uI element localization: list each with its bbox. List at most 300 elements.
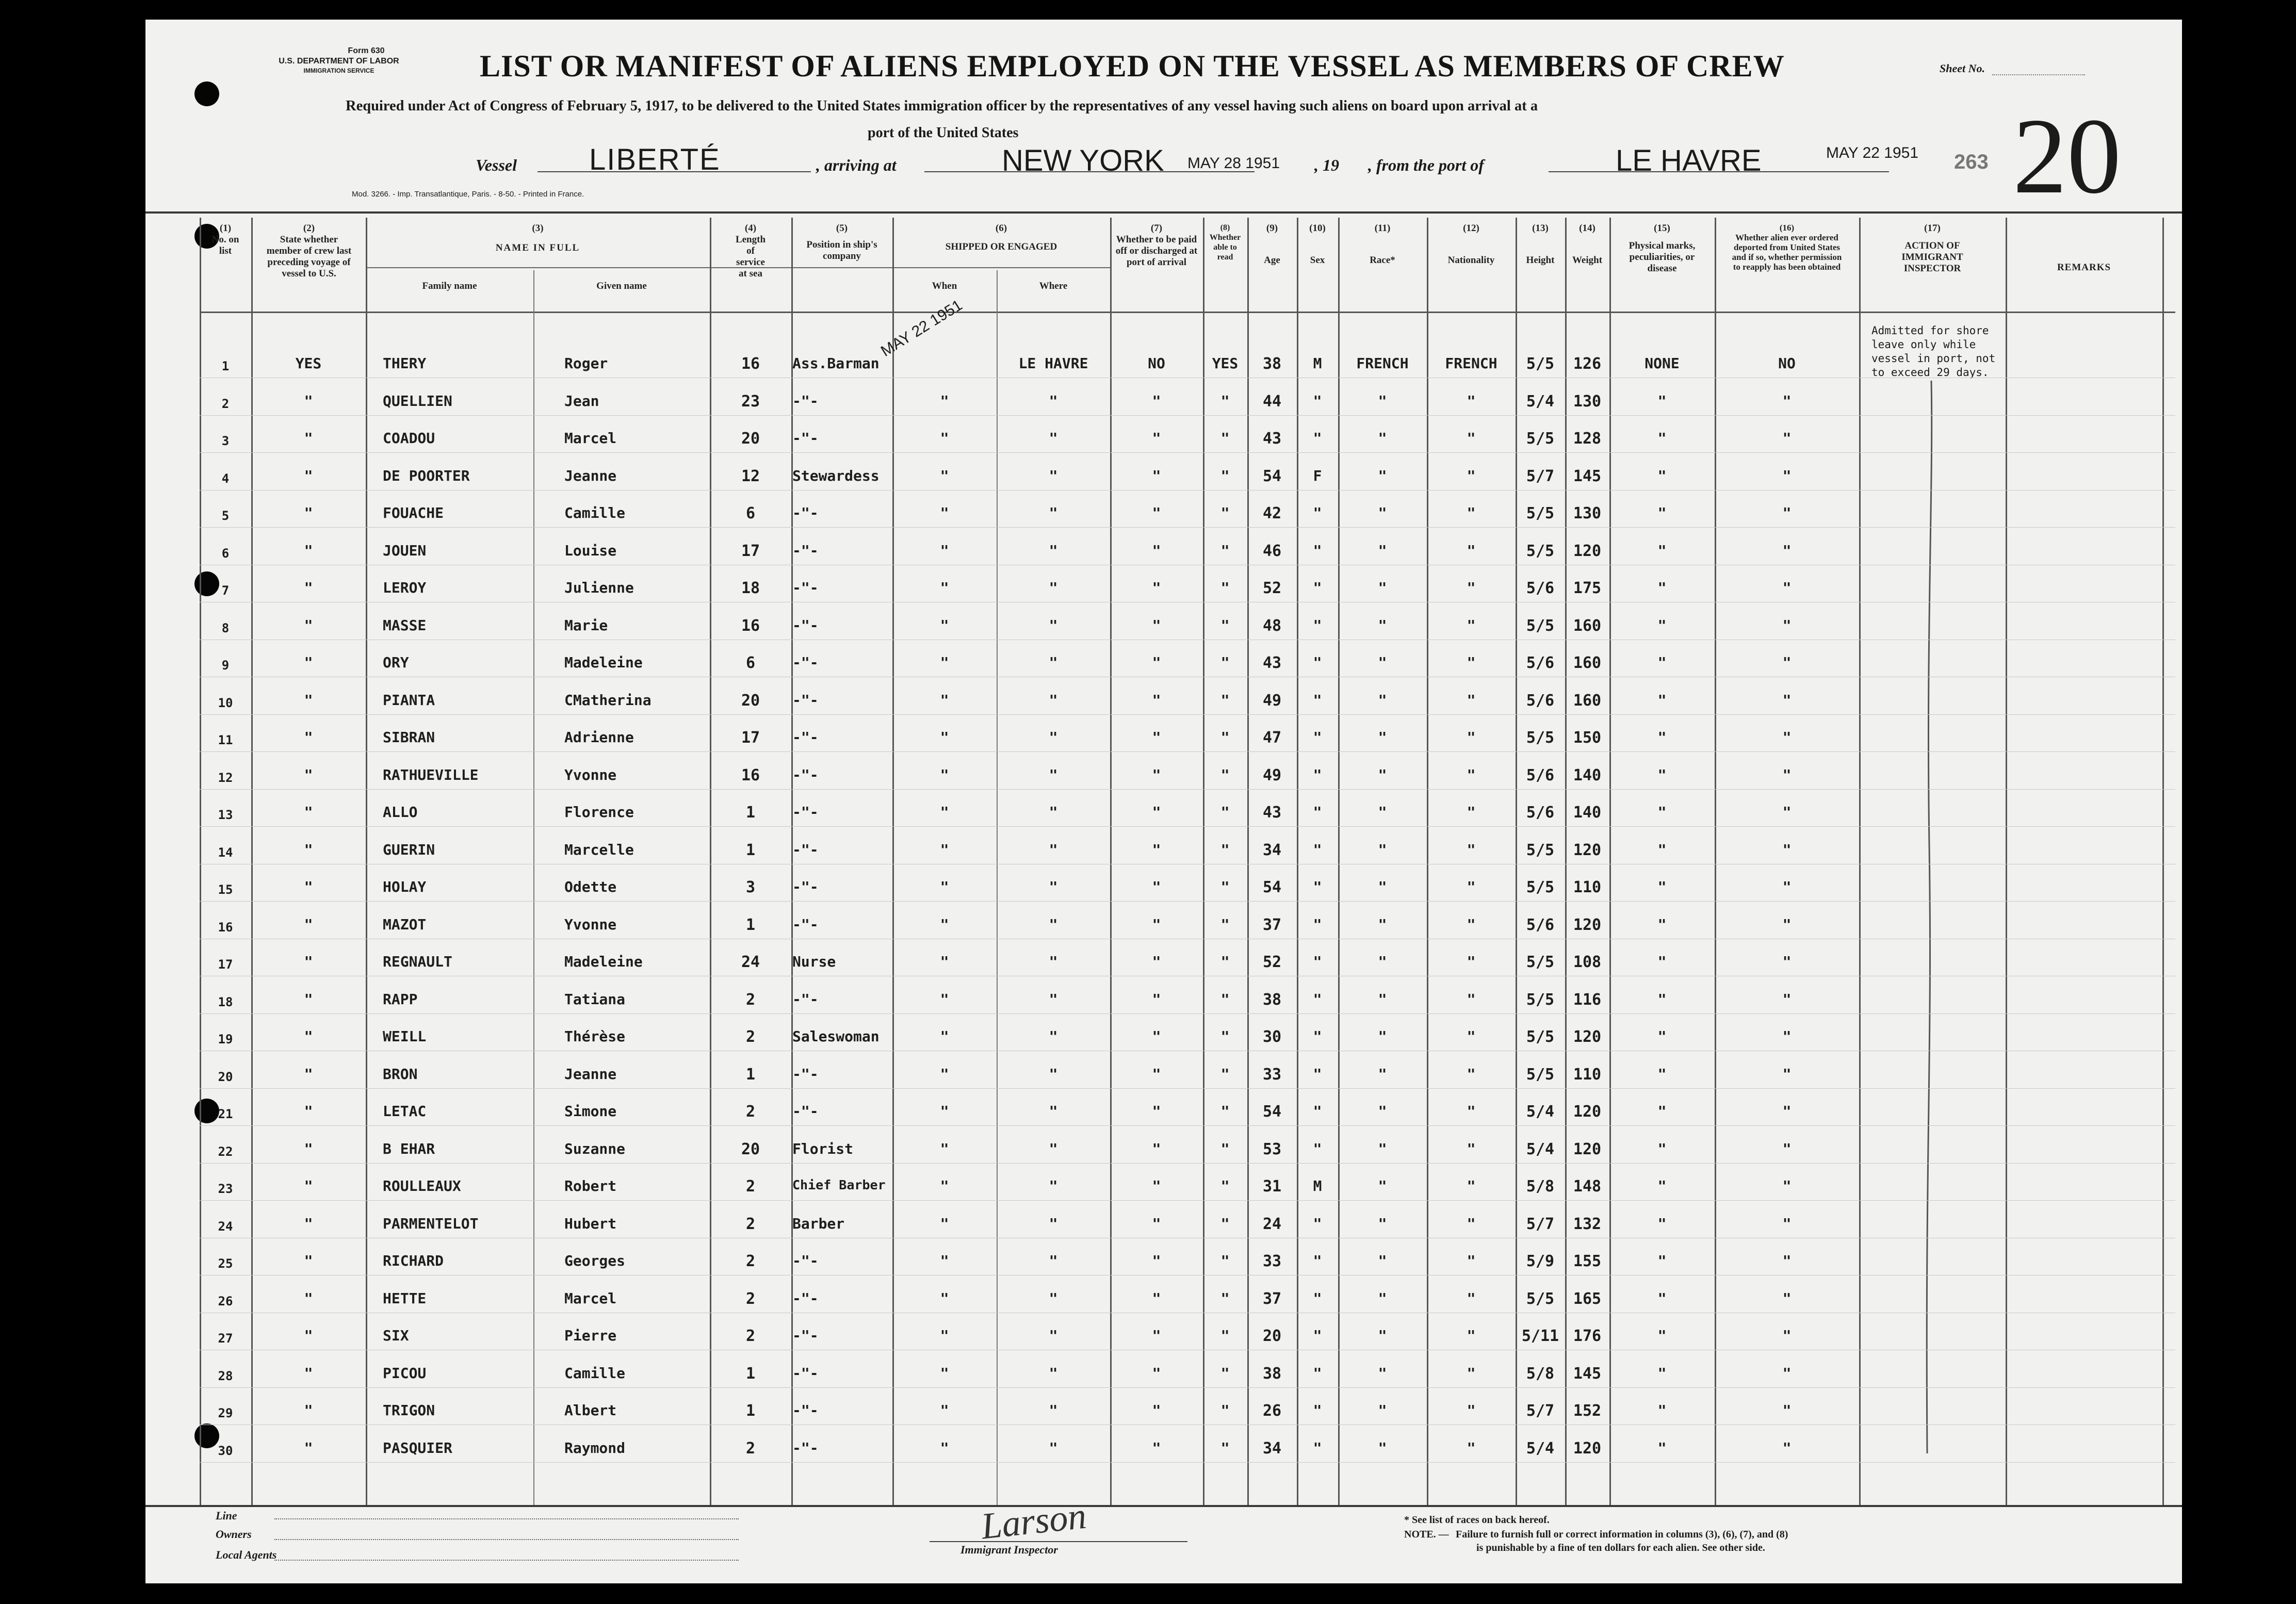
cell-weight: 120 [1573, 1103, 1602, 1121]
cell-position: -"- [792, 841, 819, 858]
cell-shipped-where: " [1049, 1252, 1058, 1269]
cell-physical-marks: " [1657, 1327, 1667, 1344]
cell-prev-voyage: " [304, 504, 313, 521]
cell-shipped-when: " [940, 1215, 949, 1232]
cell-height: 5/5 [1526, 729, 1555, 747]
cell-age: 38 [1262, 1364, 1282, 1383]
cell-prev-voyage: " [304, 1327, 313, 1344]
cell-age: 24 [1262, 1215, 1282, 1233]
cell-sex: " [1313, 1140, 1322, 1157]
cell-weight: 120 [1573, 1140, 1602, 1158]
line-field [274, 1518, 739, 1519]
cell-paid-off: " [1152, 542, 1161, 559]
cell-row-number: 17 [218, 957, 233, 972]
cell-nationality: " [1467, 804, 1476, 821]
col-header-where: Where [1039, 281, 1068, 291]
cell-row-number: 23 [218, 1182, 233, 1196]
cell-height: 5/9 [1526, 1252, 1555, 1270]
cell-prev-voyage: " [304, 1140, 313, 1157]
cell-family-name: REGNAULT [383, 953, 452, 970]
cell-prev-voyage: " [304, 1289, 313, 1307]
cell-row-number: 20 [218, 1069, 233, 1084]
cell-nationality: " [1467, 841, 1476, 858]
cell-row-number: 15 [218, 882, 233, 897]
row-rule [200, 751, 2175, 752]
cell-prev-voyage: " [304, 579, 313, 596]
cell-service-length: 17 [741, 729, 760, 747]
cell-nationality: " [1467, 1215, 1476, 1232]
cell-shipped-when: " [940, 579, 949, 596]
cell-physical-marks: " [1657, 1402, 1667, 1419]
cell-shipped-where: " [1049, 691, 1058, 709]
cell-shipped-when: " [940, 1327, 949, 1344]
cell-deported-status: " [1782, 542, 1792, 559]
cell-shipped-where: " [1049, 430, 1058, 447]
cell-deported-status: " [1782, 1177, 1792, 1194]
cell-age: 38 [1262, 990, 1282, 1009]
cell-age: 54 [1262, 1103, 1282, 1121]
cell-paid-off: " [1152, 1252, 1161, 1269]
cell-sex: " [1313, 691, 1322, 709]
cell-given-name: Marcel [564, 430, 617, 447]
cell-family-name: JOUEN [383, 542, 427, 559]
col-header-prev-voyage: (2) State whether member of crew last preceding voyage of vessel to U.S. [266, 223, 352, 279]
cell-row-number: 14 [218, 845, 233, 860]
cell-paid-off: " [1152, 729, 1161, 746]
printer-line: Mod. 3266. - Imp. Transatlantique, Paris. - 8-50. - Printed in France. [352, 190, 584, 199]
row-rule [200, 1013, 2175, 1014]
cell-race: " [1378, 504, 1387, 521]
cell-family-name: SIBRAN [383, 729, 435, 746]
cell-service-length: 23 [741, 392, 760, 411]
local-agents-label: Local Agents [216, 1548, 277, 1561]
cell-row-number: 2 [221, 396, 230, 411]
cell-given-name: Pierre [564, 1327, 617, 1344]
cell-prev-voyage: " [304, 1103, 313, 1120]
cell-race: " [1378, 467, 1387, 484]
cell-family-name: COADOU [383, 430, 435, 447]
cell-prev-voyage: " [304, 1439, 313, 1456]
cell-height: 5/5 [1526, 953, 1555, 971]
cell-shipped-when: " [940, 729, 949, 746]
cell-race: " [1378, 392, 1387, 410]
cell-able-to-read: " [1220, 430, 1230, 447]
cell-prev-voyage: " [304, 1065, 313, 1083]
cell-shipped-where: " [1049, 729, 1058, 746]
cell-physical-marks: " [1657, 467, 1667, 484]
cell-deported-status: NO [1778, 355, 1796, 372]
cell-height: 5/5 [1526, 1289, 1555, 1308]
cell-weight: 130 [1573, 392, 1602, 411]
header-bottom-rule [200, 312, 2175, 313]
cell-paid-off: " [1152, 1327, 1161, 1344]
owners-label: Owners [216, 1528, 252, 1541]
cell-position: -"- [792, 1364, 819, 1382]
cell-deported-status: " [1782, 654, 1792, 671]
row-rule [200, 901, 2175, 902]
cell-height: 5/5 [1526, 990, 1555, 1009]
cell-paid-off: " [1152, 504, 1161, 521]
cell-deported-status: " [1782, 1215, 1792, 1232]
cell-family-name: B EHAR [383, 1140, 435, 1157]
cell-nationality: " [1467, 467, 1476, 484]
cell-shipped-when: " [940, 654, 949, 671]
cell-sex: " [1313, 1028, 1322, 1045]
col-header-deported: (16) Whether alien ever ordered deported from United States and if so, whether permission to reapply has been obtained [1732, 223, 1842, 272]
cell-physical-marks: " [1657, 430, 1667, 447]
cell-sex: F [1313, 467, 1322, 484]
col-header-position: (5) Position in ship's company [806, 223, 877, 261]
cell-family-name: PASQUIER [383, 1439, 452, 1456]
cell-deported-status: " [1782, 1065, 1792, 1083]
col-header-nationality: (12) Nationality [1447, 223, 1495, 266]
cell-prev-voyage: " [304, 542, 313, 559]
cell-physical-marks: " [1657, 691, 1667, 709]
col-header-weight: (14) Weight [1572, 223, 1603, 266]
col-header-inspector-action: (17) ACTION OF IMMIGRANT INSPECTOR [1901, 223, 1963, 274]
cell-able-to-read: " [1220, 953, 1230, 970]
cell-given-name: Jeanne [564, 1065, 617, 1083]
from-port-label: , from the port of [1368, 156, 1484, 174]
cell-deported-status: " [1782, 1327, 1792, 1344]
cell-sex: " [1313, 1289, 1322, 1307]
cell-paid-off: " [1152, 616, 1161, 634]
cell-position: -"- [792, 1289, 819, 1307]
cell-service-length: 18 [741, 579, 760, 597]
row-rule [200, 527, 2175, 528]
cell-row-number: 24 [218, 1219, 233, 1234]
cell-physical-marks: " [1657, 1364, 1667, 1382]
cell-family-name: THERY [383, 355, 427, 372]
cell-weight: 126 [1573, 355, 1602, 373]
cell-paid-off: " [1152, 691, 1161, 709]
cell-height: 5/6 [1526, 915, 1555, 934]
sheet-label-line [1992, 74, 2085, 75]
cell-weight: 140 [1573, 766, 1602, 784]
cell-height: 5/5 [1526, 1065, 1555, 1084]
cell-given-name: Simone [564, 1103, 617, 1120]
cell-weight: 160 [1573, 616, 1602, 635]
cell-given-name: Marie [564, 616, 608, 634]
note-label: NOTE. — [1404, 1529, 1449, 1540]
cell-nationality: " [1467, 654, 1476, 671]
cell-sex: " [1313, 392, 1322, 410]
cell-position: -"- [792, 804, 819, 821]
cell-row-number: 27 [218, 1331, 233, 1346]
cell-deported-status: " [1782, 616, 1792, 634]
cell-weight: 148 [1573, 1177, 1602, 1196]
cell-given-name: Raymond [564, 1439, 626, 1456]
cell-shipped-where: " [1049, 1177, 1058, 1194]
cell-weight: 108 [1573, 953, 1602, 971]
cell-row-number: 1 [221, 359, 230, 373]
cell-race: " [1378, 841, 1387, 858]
cell-deported-status: " [1782, 878, 1792, 895]
cell-height: 5/6 [1526, 804, 1555, 822]
cell-position: Barber [792, 1215, 845, 1232]
col-header-shipped: (6) SHIPPED OR ENGAGED [945, 223, 1057, 252]
cell-given-name: Yvonne [564, 915, 617, 933]
inspector-signature: Larson [979, 1495, 1088, 1547]
cell-deported-status: " [1782, 1140, 1792, 1157]
cell-age: 54 [1262, 467, 1282, 485]
cell-deported-status: " [1782, 953, 1792, 970]
cell-shipped-where: LE HAVRE [1018, 355, 1088, 372]
cell-sex: " [1313, 915, 1322, 933]
cell-given-name: Robert [564, 1177, 617, 1194]
cell-nationality: " [1467, 392, 1476, 410]
cell-nationality: " [1467, 579, 1476, 596]
form-number: Form 630 [348, 46, 385, 55]
cell-row-number: 10 [218, 695, 233, 710]
row-rule [200, 826, 2175, 827]
cell-physical-marks: " [1657, 542, 1667, 559]
cell-sex: M [1313, 355, 1322, 372]
cell-service-length: 3 [745, 878, 756, 896]
cell-deported-status: " [1782, 766, 1792, 783]
cell-sex: " [1313, 1065, 1322, 1083]
col-header-given-name: Given name [596, 281, 647, 291]
cell-shipped-where: " [1049, 579, 1058, 596]
cell-row-number: 9 [221, 658, 230, 673]
cell-family-name: BRON [383, 1065, 418, 1083]
cell-weight: 165 [1573, 1289, 1602, 1308]
cell-family-name: MAZOT [383, 915, 427, 933]
cell-physical-marks: NONE [1644, 355, 1680, 372]
cell-race: " [1378, 616, 1387, 634]
cell-race: " [1378, 1065, 1387, 1083]
cell-paid-off: NO [1148, 355, 1165, 372]
cell-nationality: " [1467, 1364, 1476, 1382]
races-note: * See list of races on back hereof. [1404, 1514, 1550, 1526]
row-rule [200, 1163, 2175, 1164]
cell-shipped-when: " [940, 1439, 949, 1456]
cell-given-name: Yvonne [564, 766, 617, 783]
cell-shipped-when: " [940, 1177, 949, 1194]
cell-deported-status: " [1782, 579, 1792, 596]
cell-height: 5/5 [1526, 542, 1555, 560]
cell-position: -"- [792, 766, 819, 783]
cell-service-length: 12 [741, 467, 760, 485]
col-header-physical-marks: (15) Physical marks, peculiarities, or disease [1629, 223, 1696, 274]
cell-race: " [1378, 1252, 1387, 1269]
cell-able-to-read: " [1220, 1402, 1230, 1419]
cell-height: 5/6 [1526, 766, 1555, 784]
cell-service-length: 1 [745, 804, 756, 822]
cell-weight: 160 [1573, 691, 1602, 710]
cell-shipped-when: " [940, 392, 949, 410]
cell-physical-marks: " [1657, 616, 1667, 634]
cell-race: " [1378, 915, 1387, 933]
cell-row-number: 5 [221, 509, 230, 523]
cell-family-name: GUERIN [383, 841, 435, 858]
cell-family-name: SIX [383, 1327, 409, 1344]
cell-shipped-when: " [940, 804, 949, 821]
cell-race: " [1378, 1177, 1387, 1194]
cell-given-name: Odette [564, 878, 617, 895]
arrival-date-stamp: MAY 28 1951 [1187, 155, 1280, 172]
cell-family-name: PIANTA [383, 691, 435, 709]
cell-prev-voyage: " [304, 841, 313, 858]
cell-able-to-read: " [1220, 1364, 1230, 1382]
cell-given-name: Madeleine [564, 953, 643, 970]
cell-shipped-when: " [940, 542, 949, 559]
cell-age: 33 [1262, 1252, 1282, 1270]
cell-prev-voyage: " [304, 616, 313, 634]
cell-weight: 120 [1573, 915, 1602, 934]
col-header-name: (3) NAME IN FULL [495, 223, 580, 253]
cell-race: " [1378, 1402, 1387, 1419]
cell-sex: " [1313, 504, 1322, 521]
cell-position: -"- [792, 915, 819, 933]
cell-position: -"- [792, 654, 819, 671]
cell-deported-status: " [1782, 691, 1792, 709]
cell-physical-marks: " [1657, 504, 1667, 521]
cell-age: 20 [1262, 1327, 1282, 1345]
cell-sex: " [1313, 542, 1322, 559]
cell-row-number: 22 [218, 1144, 233, 1159]
cell-physical-marks: " [1657, 1177, 1667, 1194]
cell-family-name: PARMENTELOT [383, 1215, 479, 1232]
cell-weight: 128 [1573, 430, 1602, 448]
cell-shipped-when: " [940, 841, 949, 858]
manifest-sheet [145, 20, 2182, 1583]
cell-physical-marks: " [1657, 878, 1667, 895]
cell-shipped-when: " [940, 467, 949, 484]
col-header-service: (4) Length of service at sea [735, 223, 766, 279]
cell-race: " [1378, 1439, 1387, 1456]
cell-able-to-read: " [1220, 878, 1230, 895]
cell-nationality: " [1467, 1252, 1476, 1269]
col-header-read: (8) Whether able to read [1209, 223, 1241, 261]
cell-position: -"- [792, 1252, 819, 1269]
cell-position: Nurse [792, 953, 836, 970]
cell-service-length: 16 [741, 616, 760, 635]
cell-weight: 110 [1573, 1065, 1602, 1084]
col-divider [533, 270, 534, 1505]
cell-deported-status: " [1782, 467, 1792, 484]
cell-weight: 140 [1573, 804, 1602, 822]
cell-deported-status: " [1782, 392, 1792, 410]
cell-shipped-where: " [1049, 392, 1058, 410]
cell-physical-marks: " [1657, 392, 1667, 410]
cell-prev-voyage: " [304, 766, 313, 783]
cell-service-length: 1 [745, 1065, 756, 1084]
cell-deported-status: " [1782, 841, 1792, 858]
cell-paid-off: " [1152, 953, 1161, 970]
cell-prev-voyage: " [304, 953, 313, 970]
vessel-label: Vessel [476, 156, 517, 174]
cell-race: " [1378, 691, 1387, 709]
cell-age: 31 [1262, 1177, 1282, 1196]
cell-shipped-when: " [940, 691, 949, 709]
cell-age: 46 [1262, 542, 1282, 560]
cell-row-number: 6 [221, 546, 230, 561]
cell-age: 52 [1262, 579, 1282, 597]
cell-shipped-when: " [940, 1289, 949, 1307]
cell-deported-status: " [1782, 504, 1792, 521]
cell-age: 49 [1262, 766, 1282, 784]
cell-position: -"- [792, 1402, 819, 1419]
cell-paid-off: " [1152, 430, 1161, 447]
cell-shipped-when: " [940, 1103, 949, 1120]
cell-given-name: Julienne [564, 579, 634, 596]
cell-shipped-where: " [1049, 542, 1058, 559]
cell-position: -"- [792, 691, 819, 709]
cell-physical-marks: " [1657, 1140, 1667, 1157]
cell-sex: " [1313, 729, 1322, 746]
cell-height: 5/11 [1521, 1327, 1559, 1345]
col-header-age: (9) Age [1264, 223, 1280, 266]
cell-service-length: 1 [745, 915, 756, 934]
cell-height: 5/4 [1526, 1439, 1555, 1458]
cell-service-length: 2 [745, 1439, 756, 1458]
cell-physical-marks: " [1657, 654, 1667, 671]
cell-weight: 130 [1573, 504, 1602, 522]
cell-physical-marks: " [1657, 1252, 1667, 1269]
cell-family-name: LETAC [383, 1103, 427, 1120]
cell-physical-marks: " [1657, 1439, 1667, 1456]
cell-prev-voyage: " [304, 1177, 313, 1194]
cell-age: 43 [1262, 804, 1282, 822]
cell-age: 42 [1262, 504, 1282, 522]
cell-paid-off: " [1152, 766, 1161, 783]
cell-shipped-where: " [1049, 766, 1058, 783]
cell-age: 37 [1262, 915, 1282, 934]
cell-able-to-read: " [1220, 691, 1230, 709]
cell-paid-off: " [1152, 1364, 1161, 1382]
cell-height: 5/4 [1526, 1103, 1555, 1121]
cell-row-number: 12 [218, 770, 233, 785]
cell-position: -"- [792, 1439, 819, 1456]
col-header-height: (13) Height [1526, 223, 1555, 266]
cell-paid-off: " [1152, 1140, 1161, 1157]
cell-given-name: Albert [564, 1402, 617, 1419]
cell-race: " [1378, 804, 1387, 821]
cell-prev-voyage: " [304, 467, 313, 484]
row-rule [200, 789, 2175, 790]
cell-paid-off: " [1152, 654, 1161, 671]
cell-physical-marks: " [1657, 729, 1667, 746]
cell-given-name: Adrienne [564, 729, 634, 746]
cell-able-to-read: YES [1212, 355, 1239, 372]
cell-given-name: Florence [564, 804, 634, 821]
row-rule [200, 1088, 2175, 1089]
cell-sex: " [1313, 1215, 1322, 1232]
cell-prev-voyage: " [304, 430, 313, 447]
cell-position: Chief Barber [792, 1177, 886, 1192]
cell-given-name: Louise [564, 542, 617, 559]
cell-age: 38 [1262, 355, 1282, 373]
col-header-sex: (10) Sex [1309, 223, 1326, 266]
cell-paid-off: " [1152, 467, 1161, 484]
cell-nationality: FRENCH [1445, 355, 1497, 372]
cell-able-to-read: " [1220, 841, 1230, 858]
cell-nationality: " [1467, 953, 1476, 970]
row-rule [200, 415, 2175, 416]
cell-position: Saleswoman [792, 1028, 880, 1045]
cell-prev-voyage: " [304, 392, 313, 410]
cell-sex: " [1313, 1103, 1322, 1120]
cell-service-length: 2 [745, 1215, 756, 1233]
cell-prev-voyage: YES [295, 355, 322, 372]
cell-service-length: 2 [745, 1103, 756, 1121]
cell-race: " [1378, 579, 1387, 596]
cell-able-to-read: " [1220, 654, 1230, 671]
cell-prev-voyage: " [304, 878, 313, 895]
cell-weight: 176 [1573, 1327, 1602, 1345]
cell-shipped-where: " [1049, 1402, 1058, 1419]
